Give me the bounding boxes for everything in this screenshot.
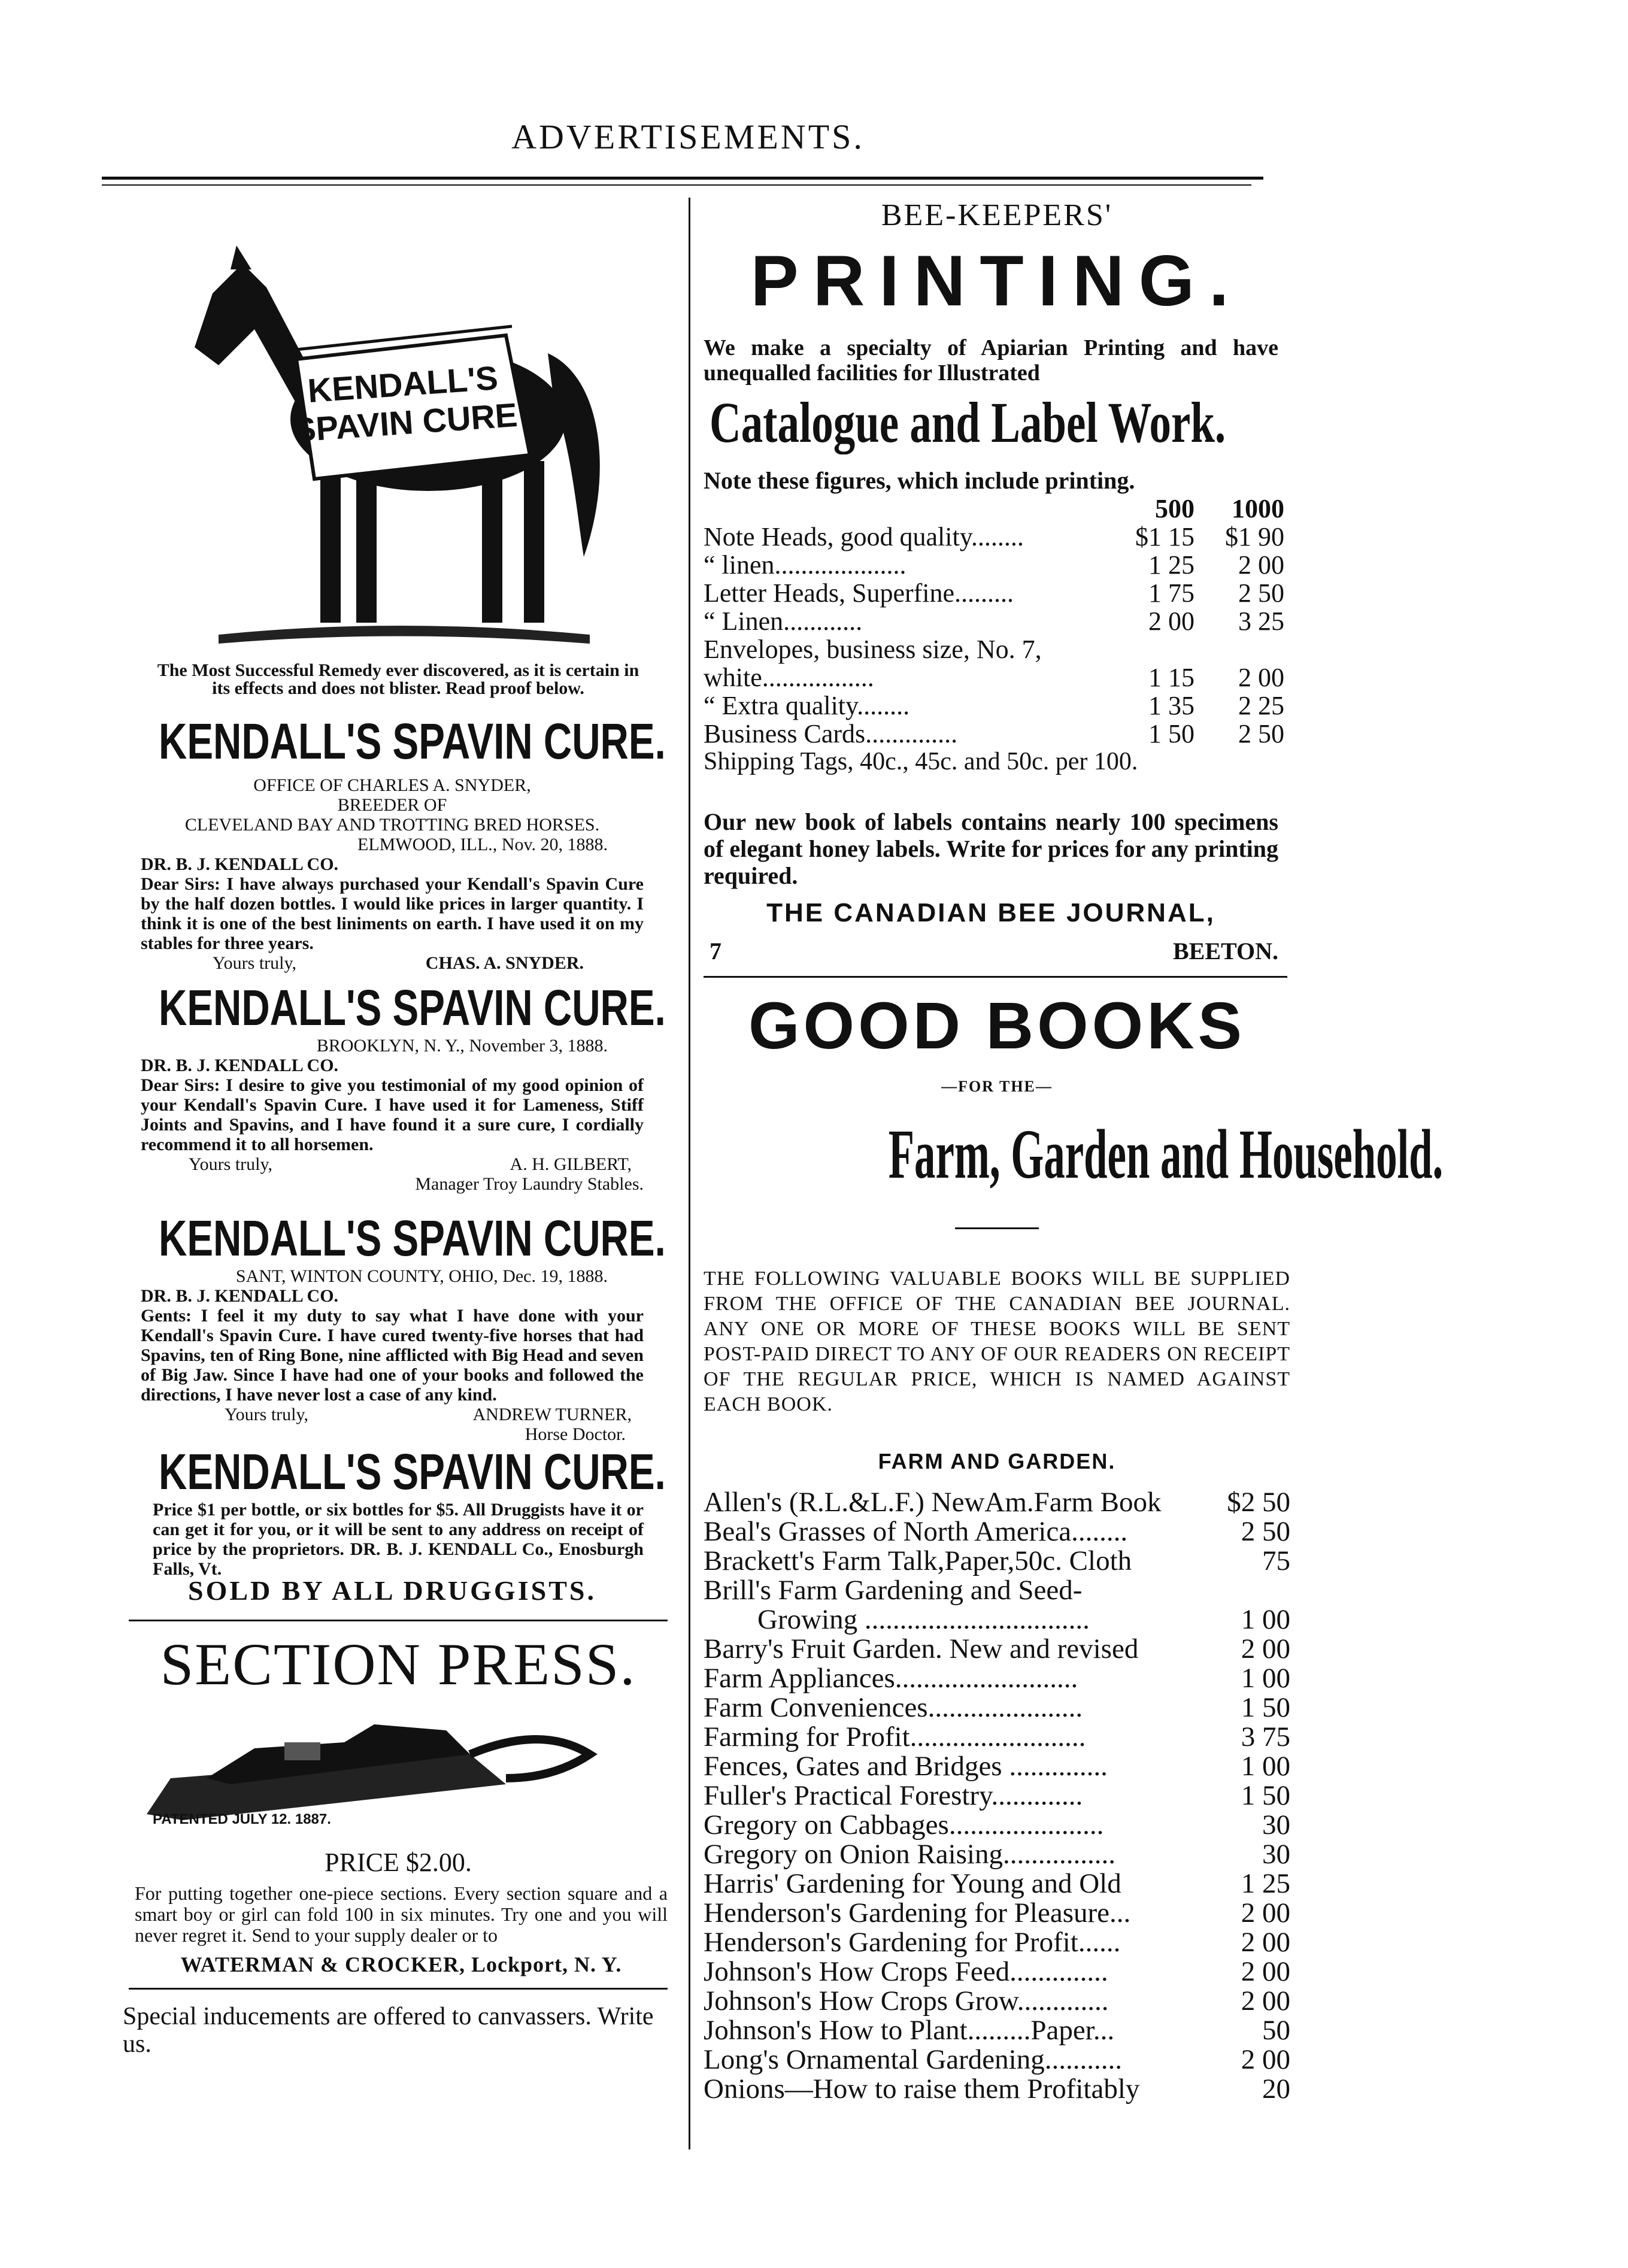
- good-books-title: GOOD BOOKS: [748, 989, 1246, 1063]
- price-note: Note these figures, which include printing.: [704, 467, 1135, 494]
- t1-body: Dear Sirs: I have always purchased your Kendall's Spavin Cure by the half dozen bottles. I would like prices in larger quantity. I think it is one of the best liniments on earth. I have used it on my stables for three years.: [141, 874, 644, 953]
- book-price: 1 00: [1241, 1604, 1290, 1635]
- book-price: 2 00: [1241, 1633, 1290, 1664]
- book-title: Farm Appliances..........................: [704, 1663, 1078, 1694]
- book-list-item: [704, 1752, 1290, 1781]
- patent-text: PATENTED JULY 12. 1887.: [153, 1811, 331, 1827]
- book-price: 2 00: [1241, 1897, 1290, 1929]
- heading-1: KENDALL'S SPAVIN CURE.: [159, 713, 666, 769]
- price-row-label: white.................: [704, 663, 874, 692]
- price-row-500: 1 15: [1148, 663, 1195, 692]
- price-col-headers: [704, 495, 1284, 523]
- blanket-line-2: SPAVIN CURE: [292, 395, 519, 449]
- price-row-label: “ Extra quality........: [704, 691, 910, 720]
- price-row-label: “ Linen............: [704, 607, 863, 636]
- left-divider: [129, 1620, 668, 1621]
- section-press-illustration: [135, 1706, 650, 1826]
- press-icon: [135, 1706, 650, 1826]
- blanket-text: [288, 357, 520, 450]
- shipping-tags: Shipping Tags, 40c., 45c. and 50c. per 100.: [704, 748, 1138, 775]
- book-list-item: [704, 1869, 1290, 1899]
- price-row-1000: 2 50: [1238, 578, 1284, 608]
- horse-illustration: [171, 222, 626, 653]
- book-price: 2 00: [1241, 2044, 1290, 2075]
- book-price: [1212, 1576, 1290, 1605]
- book-title: Barry's Fruit Garden. New and revised: [704, 1633, 1139, 1664]
- price-row-1000: 2 00: [1238, 550, 1284, 580]
- for-the: —FOR THE—: [941, 1078, 1053, 1095]
- book-price: 1 50: [1241, 1780, 1290, 1811]
- price-row: [704, 551, 1284, 579]
- price-row-label: “ linen....................: [704, 550, 907, 580]
- t2-signoff: [141, 1154, 644, 1174]
- price-row: [704, 607, 1284, 635]
- price-row-1000: 3 25: [1238, 607, 1284, 636]
- heading-4: KENDALL'S SPAVIN CURE.: [159, 1444, 666, 1500]
- price-row-label: Business Cards..............: [704, 719, 958, 748]
- book-title: Growing ................................: [757, 1604, 1090, 1635]
- book-list-item: [704, 1723, 1290, 1752]
- short-rule: [955, 1227, 1039, 1229]
- book-price: 75: [1262, 1545, 1290, 1576]
- price-row: [704, 720, 1284, 748]
- t2-place: BROOKLYN, N. Y., November 3, 1888.: [316, 1036, 608, 1056]
- book-list-item: [704, 1547, 1290, 1576]
- book-title: Harris' Gardening for Young and Old: [704, 1868, 1121, 1899]
- book-title: Henderson's Gardening for Pleasure...: [704, 1897, 1131, 1929]
- col-500: 500: [1155, 494, 1195, 523]
- book-list-item: [704, 2075, 1290, 2104]
- t2-to: DR. B. J. KENDALL CO.: [141, 1056, 339, 1075]
- price-row-label: Envelopes, business size, No. 7,: [704, 635, 1042, 664]
- t3-title: Horse Doctor.: [525, 1424, 626, 1444]
- book-price: 20: [1262, 2073, 1290, 2105]
- printing-intro: We make a specialty of Apiarian Printing and have unequalled facilities for Illustrated: [704, 335, 1278, 386]
- book-title: Fences, Gates and Bridges ..............: [704, 1751, 1108, 1782]
- t1-bred: CLEVELAND BAY AND TROTTING BRED HORSES.: [184, 815, 600, 835]
- t3-sign: ANDREW TURNER,: [472, 1405, 632, 1424]
- book-list-item: [704, 1664, 1290, 1693]
- book-title: Beal's Grasses of North America........: [704, 1516, 1128, 1547]
- journal-number: 7: [710, 938, 721, 965]
- book-title: Long's Ornamental Gardening...........: [704, 2044, 1122, 2075]
- testimonial-gilbert: [141, 1036, 644, 1194]
- book-list-item: [704, 1781, 1290, 1811]
- book-price: 1 50: [1241, 1692, 1290, 1723]
- price-rows: [704, 523, 1284, 748]
- book-title: Johnson's How to Plant.........Paper...: [704, 2015, 1115, 2046]
- book-list-item: [704, 1840, 1290, 1869]
- book-price: 2 50: [1241, 1516, 1290, 1547]
- labels-text: Our new book of labels contains nearly 100 specimens of elegant honey labels. Write for prices for any printing required.: [704, 808, 1278, 889]
- t1-office: OFFICE OF CHARLES A. SNYDER,: [253, 775, 531, 795]
- t3-close: Yours truly,: [225, 1405, 309, 1424]
- book-title: Farming for Profit.........................: [704, 1721, 1086, 1752]
- book-list-item: [704, 1488, 1290, 1517]
- book-list-item: [704, 1605, 1290, 1635]
- price-row-500: 1 75: [1148, 578, 1195, 608]
- price-row-1000: 2 50: [1238, 719, 1284, 748]
- header-rule-bottom: [102, 184, 1251, 186]
- book-title: Gregory on Onion Raising................: [704, 1839, 1115, 1870]
- book-title: Farm Conveniences......................: [704, 1692, 1083, 1723]
- testimonial-snyder: [141, 775, 644, 973]
- bee-keepers-title: BEE-KEEPERS': [881, 198, 1113, 232]
- price-row-500: 1 35: [1148, 691, 1195, 720]
- book-list-item: [704, 2045, 1290, 2075]
- section-press-title: SECTION PRESS.: [160, 1631, 636, 1697]
- book-title: Henderson's Gardening for Profit......: [704, 1927, 1121, 1958]
- book-list-item: [704, 2016, 1290, 2045]
- price-row-500: 2 00: [1148, 607, 1195, 636]
- book-title: Brackett's Farm Talk,Paper,50c. Cloth: [704, 1545, 1132, 1576]
- price-row: [704, 523, 1284, 551]
- book-price: 2 00: [1241, 1985, 1290, 2017]
- sold-by: SOLD BY ALL DRUGGISTS.: [188, 1575, 596, 1606]
- tagline: The Most Successful Remedy ever discovered, as it is certain in its effects and does not blister. Read proof below.: [157, 660, 639, 698]
- book-list-item: [704, 1899, 1290, 1928]
- book-list-item: [704, 1928, 1290, 1957]
- price-row: [704, 692, 1284, 720]
- t1-place: ELMWOOD, ILL., Nov. 20, 1888.: [357, 835, 608, 854]
- book-price: 50: [1262, 2015, 1290, 2046]
- book-list-item: [704, 1635, 1290, 1664]
- price-row: [704, 663, 1284, 692]
- book-price: 2 00: [1241, 1927, 1290, 1958]
- col-1000: 1000: [1232, 494, 1284, 523]
- book-price: 1 00: [1241, 1663, 1290, 1694]
- page-header: ADVERTISEMENTS.: [511, 117, 865, 156]
- book-title: Brill's Farm Gardening and Seed-: [704, 1575, 1083, 1606]
- price-row-label: Letter Heads, Superfine.........: [704, 578, 1014, 608]
- book-price: 3 75: [1241, 1721, 1290, 1752]
- book-title: Fuller's Practical Forestry.............: [704, 1780, 1083, 1811]
- t2-close: Yours truly,: [189, 1154, 273, 1174]
- blanket-line-1: KENDALL'S: [306, 359, 499, 410]
- t3-body: Gents: I feel it my duty to say what I have done with your Kendall's Spavin Cure. I have cured twenty-five horses that had Spavins, ten of Ring Bone, nine afflicted with Big Head and seven of Big Jaw. Since I have had one of your books and followed the directions, I have never lost a case of any kind.: [141, 1306, 644, 1405]
- testimonial-turner: [141, 1266, 644, 1444]
- book-list-item: [704, 1576, 1290, 1605]
- price-row-500: 1 50: [1148, 719, 1195, 748]
- price-row-label: Note Heads, good quality........: [704, 522, 1024, 551]
- book-list-item: [704, 1517, 1290, 1547]
- price-row: [704, 635, 1284, 663]
- book-title: Johnson's How Crops Feed..............: [704, 1956, 1108, 1987]
- t1-breeder: BREEDER OF: [337, 795, 447, 815]
- left-divider-2: [129, 1988, 668, 1990]
- journal-line: THE CANADIAN BEE JOURNAL,: [766, 898, 1215, 927]
- price-row-500: $1 15: [1135, 522, 1195, 551]
- book-price: 30: [1262, 1839, 1290, 1870]
- catalogue-heading: Catalogue and Label Work.: [710, 390, 1226, 454]
- book-title: Onions—How to raise them Profitably: [704, 2073, 1140, 2105]
- following-text: THE FOLLOWING VALUABLE BOOKS WILL BE SUPPLIED FROM THE OFFICE OF THE CANADIAN BEE JOURNAL. ANY ONE OR MORE OF THESE BOOKS WILL BE SENT POST-PAID DIRECT TO ANY OF OUR READERS ON RECEIPT OF THE REGULAR PRICE, WHICH IS NAMED AGAINST EACH BOOK.: [704, 1268, 1290, 1415]
- farm-garden-title: FARM AND GARDEN.: [878, 1449, 1116, 1473]
- journal-address: [710, 937, 1278, 965]
- fgh-heading: Farm, Garden and Household.: [888, 1115, 1444, 1193]
- t3-to: DR. B. J. KENDALL CO.: [141, 1286, 339, 1306]
- t1-sign: CHAS. A. SNYDER.: [425, 953, 584, 973]
- book-list-item: [704, 1693, 1290, 1723]
- t1-signoff: [141, 953, 644, 973]
- book-list-item: [704, 1811, 1290, 1840]
- column-divider: [689, 198, 690, 2149]
- press-price: PRICE $2.00.: [325, 1848, 472, 1877]
- book-list-item: [704, 1957, 1290, 1987]
- book-price: 1 00: [1241, 1751, 1290, 1782]
- price-row-1000: 2 25: [1238, 691, 1284, 720]
- right-divider: [704, 976, 1287, 978]
- book-price: 30: [1262, 1809, 1290, 1841]
- heading-2: KENDALL'S SPAVIN CURE.: [159, 980, 666, 1036]
- t2-body: Dear Sirs: I desire to give you testimonial of my good opinion of your Kendall's Spavin Cure. I have used it for Lameness, Stiff Joints and Spavins, and I have found it a sure cure, I cordially recommend it to all horsemen.: [141, 1075, 644, 1154]
- book-price: $2 50: [1227, 1487, 1290, 1518]
- book-price: 2 00: [1241, 1956, 1290, 1987]
- price-row-1000: [1195, 635, 1284, 663]
- book-title: Gregory on Cabbages......................: [704, 1809, 1104, 1841]
- t3-place: SANT, WINTON COUNTY, OHIO, Dec. 19, 1888.: [235, 1266, 608, 1286]
- t2-sign: A. H. GILBERT,: [510, 1154, 632, 1174]
- press-desc: For putting together one-piece sections. Every section square and a smart boy or girl can fold 100 in six minutes. Try one and you will never regret it. Send to your supply dealer or to: [135, 1882, 668, 1946]
- header-rule-top: [102, 177, 1263, 180]
- price-row-500: [1105, 635, 1195, 663]
- book-title: Johnson's How Crops Grow.............: [704, 1985, 1109, 2017]
- book-list: [704, 1488, 1290, 2104]
- t1-close: Yours truly,: [213, 953, 297, 973]
- heading-3: KENDALL'S SPAVIN CURE.: [159, 1210, 666, 1266]
- price-text: Price $1 per bottle, or six bottles for $5. All Druggists have it or can get it for you, or it will be sent to any address on receipt of price by the proprietors. DR. B. J. KENDALL Co., Enosburgh Falls, Vt.: [153, 1500, 644, 1579]
- price-row: [704, 579, 1284, 607]
- price-row-1000: 2 00: [1238, 663, 1284, 692]
- t1-to: DR. B. J. KENDALL CO.: [141, 854, 339, 874]
- book-price: 1 25: [1241, 1868, 1290, 1899]
- price-table: [704, 467, 1284, 775]
- t3-signoff: [141, 1405, 644, 1424]
- price-row-500: 1 25: [1148, 550, 1195, 580]
- book-list-item: [704, 1987, 1290, 2016]
- book-title: Allen's (R.L.&L.F.) NewAm.Farm Book: [704, 1487, 1162, 1518]
- printing-title: PRINTING.: [750, 241, 1244, 321]
- inducements: Special inducements are offered to canvassers. Write us.: [123, 2003, 654, 2058]
- price-row-1000: $1 90: [1225, 522, 1284, 551]
- journal-place: BEETON.: [1173, 938, 1278, 965]
- t2-title: Manager Troy Laundry Stables.: [415, 1174, 644, 1194]
- press-maker: WATERMAN & CROCKER, Lockport, N. Y.: [180, 1952, 622, 1976]
